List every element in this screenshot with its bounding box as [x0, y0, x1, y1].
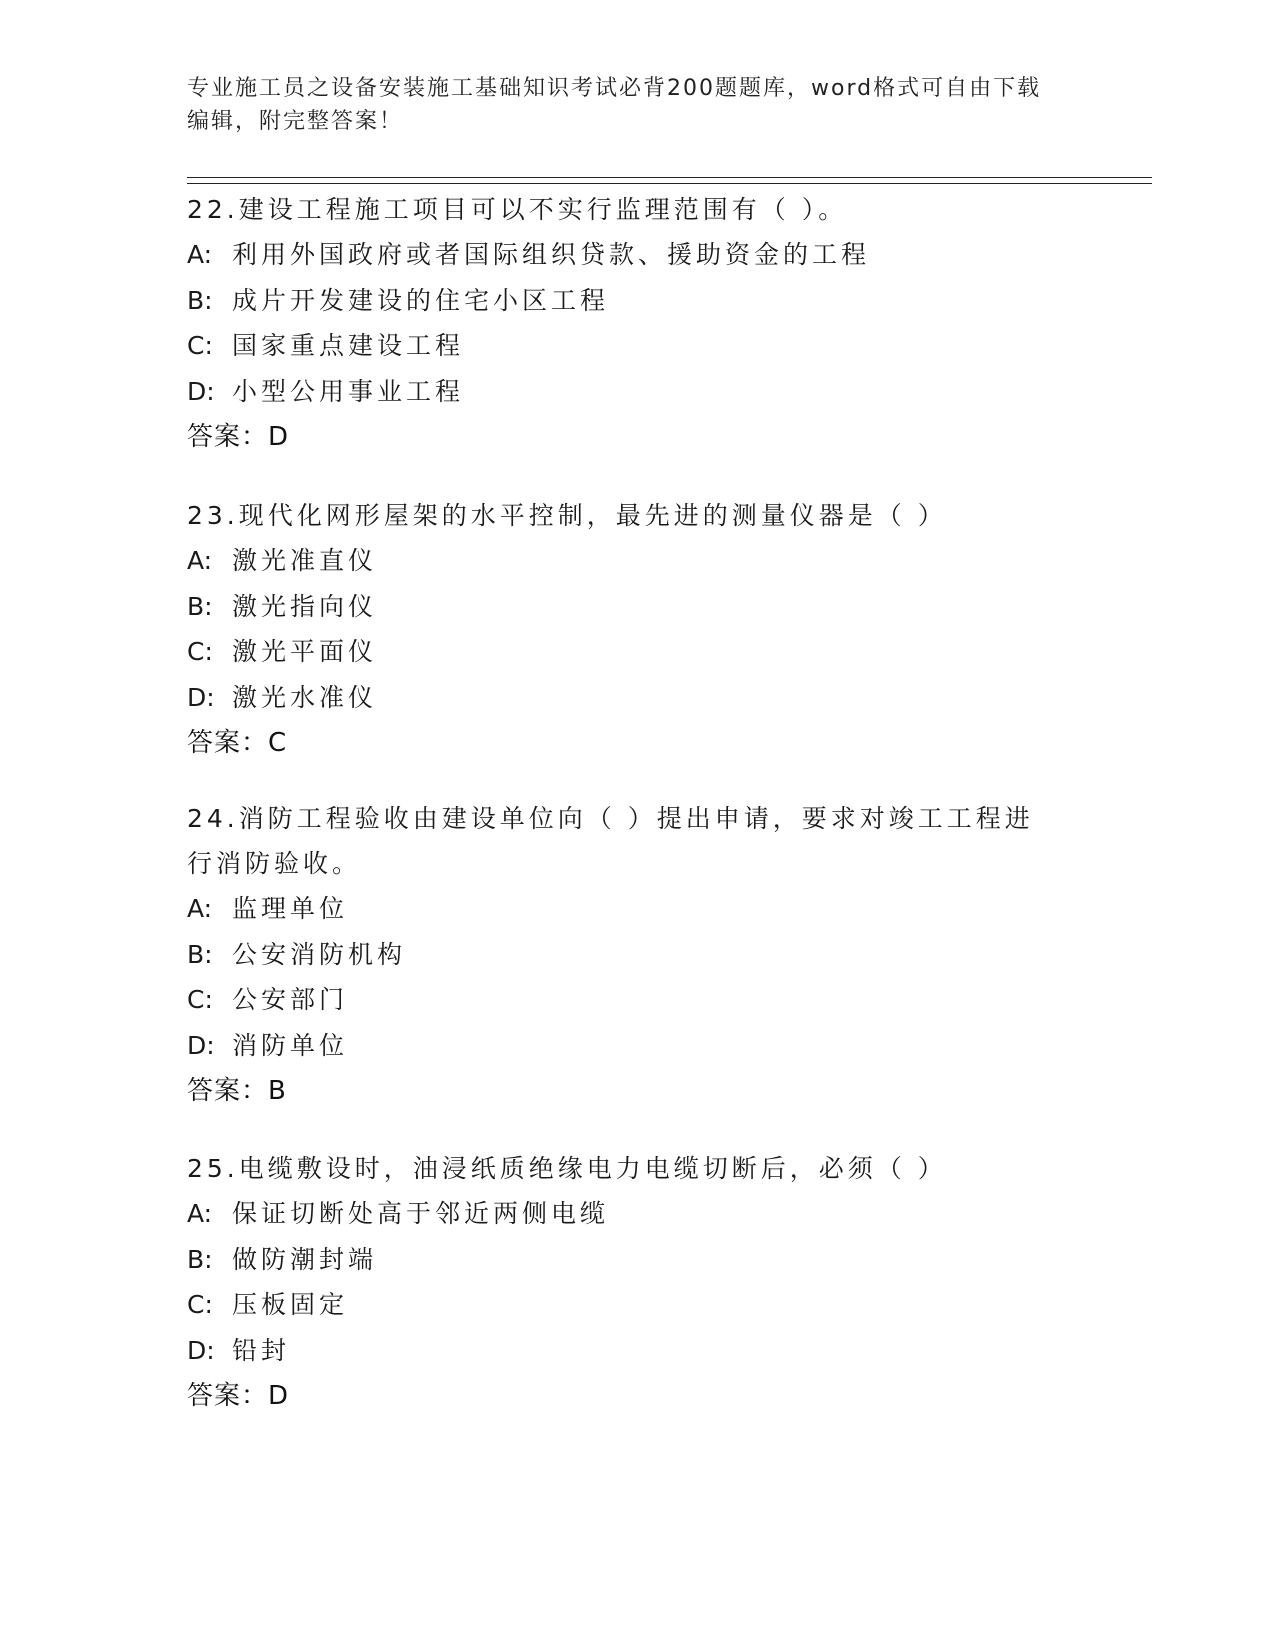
option-text: 消防单位 — [232, 1030, 349, 1060]
option-text: 公安消防机构 — [232, 939, 407, 969]
option-text: 保证切断处高于邻近两侧电缆 — [232, 1199, 610, 1228]
option-text: 激光指向仪 — [232, 591, 378, 621]
option-c — [187, 977, 1087, 1023]
option-text: 做防潮封端 — [232, 1244, 378, 1274]
answer-label: 答案：B — [187, 1076, 287, 1106]
option-letter: B: — [187, 1244, 213, 1274]
option-d — [187, 1023, 1087, 1069]
header-title-line-1: 专业施工员之设备安装施工基础知识考试必背200题题库，word格式可自由下载 — [187, 76, 1042, 101]
option-letter: B: — [187, 939, 213, 969]
option-c — [187, 629, 1087, 675]
option-d — [187, 675, 1087, 721]
question-25 — [187, 1146, 1087, 1419]
option-letter: B: — [187, 591, 213, 621]
option-c — [187, 1282, 1087, 1328]
question-text: 24.消防工程验收由建设单位向（ ）提出申请，要求对竣工工程进行消防验收。 — [187, 804, 1034, 878]
option-text: 利用外国政府或者国际组织贷款、援助资金的工程 — [232, 240, 871, 269]
option-d — [187, 369, 1087, 415]
option-letter: D: — [187, 1030, 215, 1060]
option-text: 铅封 — [232, 1335, 291, 1365]
question-text: 22.建设工程施工项目可以不实行监理范围有（ ）。 — [187, 195, 848, 224]
option-letter: C: — [187, 637, 213, 666]
option-c — [187, 323, 1087, 369]
option-a — [187, 232, 1087, 278]
option-text: 公安部门 — [232, 985, 349, 1014]
option-b — [187, 1237, 1087, 1283]
answer-label: 答案：C — [187, 728, 288, 758]
question-text: 25.电缆敷设时，油浸纸质绝缘电力电缆切断后，必须（ ） — [187, 1154, 947, 1183]
option-letter: A: — [187, 240, 213, 269]
question-22 — [187, 187, 1087, 460]
option-text: 激光水准仪 — [232, 682, 378, 712]
option-text: 激光平面仪 — [232, 637, 378, 666]
option-letter: A: — [187, 546, 213, 575]
option-letter: C: — [187, 985, 213, 1014]
option-a — [187, 538, 1087, 584]
option-a — [187, 886, 1087, 932]
option-text: 国家重点建设工程 — [232, 331, 465, 360]
option-text: 压板固定 — [232, 1290, 349, 1319]
document-header — [187, 72, 1087, 138]
question-text: 23.现代化网形屋架的水平控制，最先进的测量仪器是（ ） — [187, 501, 947, 530]
option-letter: B: — [187, 285, 213, 315]
option-text: 成片开发建设的住宅小区工程 — [232, 285, 610, 315]
option-text: 监理单位 — [232, 894, 349, 923]
option-letter: A: — [187, 894, 213, 923]
option-b — [187, 278, 1087, 324]
header-title-line-2: 编辑，附完整答案！ — [187, 109, 404, 134]
header-divider — [187, 177, 1152, 184]
option-a — [187, 1191, 1087, 1237]
answer-label: 答案：D — [187, 422, 290, 452]
question-23 — [187, 493, 1087, 766]
option-letter: D: — [187, 376, 215, 406]
option-letter: C: — [187, 1290, 213, 1319]
option-b — [187, 584, 1087, 630]
option-text: 小型公用事业工程 — [232, 376, 465, 406]
option-b — [187, 932, 1087, 978]
option-letter: D: — [187, 682, 215, 712]
option-d — [187, 1328, 1087, 1374]
option-letter: C: — [187, 331, 213, 360]
option-letter: A: — [187, 1199, 213, 1228]
answer-label: 答案：D — [187, 1381, 290, 1411]
option-letter: D: — [187, 1335, 215, 1365]
option-text: 激光准直仪 — [232, 546, 378, 575]
question-24 — [187, 796, 1087, 1114]
